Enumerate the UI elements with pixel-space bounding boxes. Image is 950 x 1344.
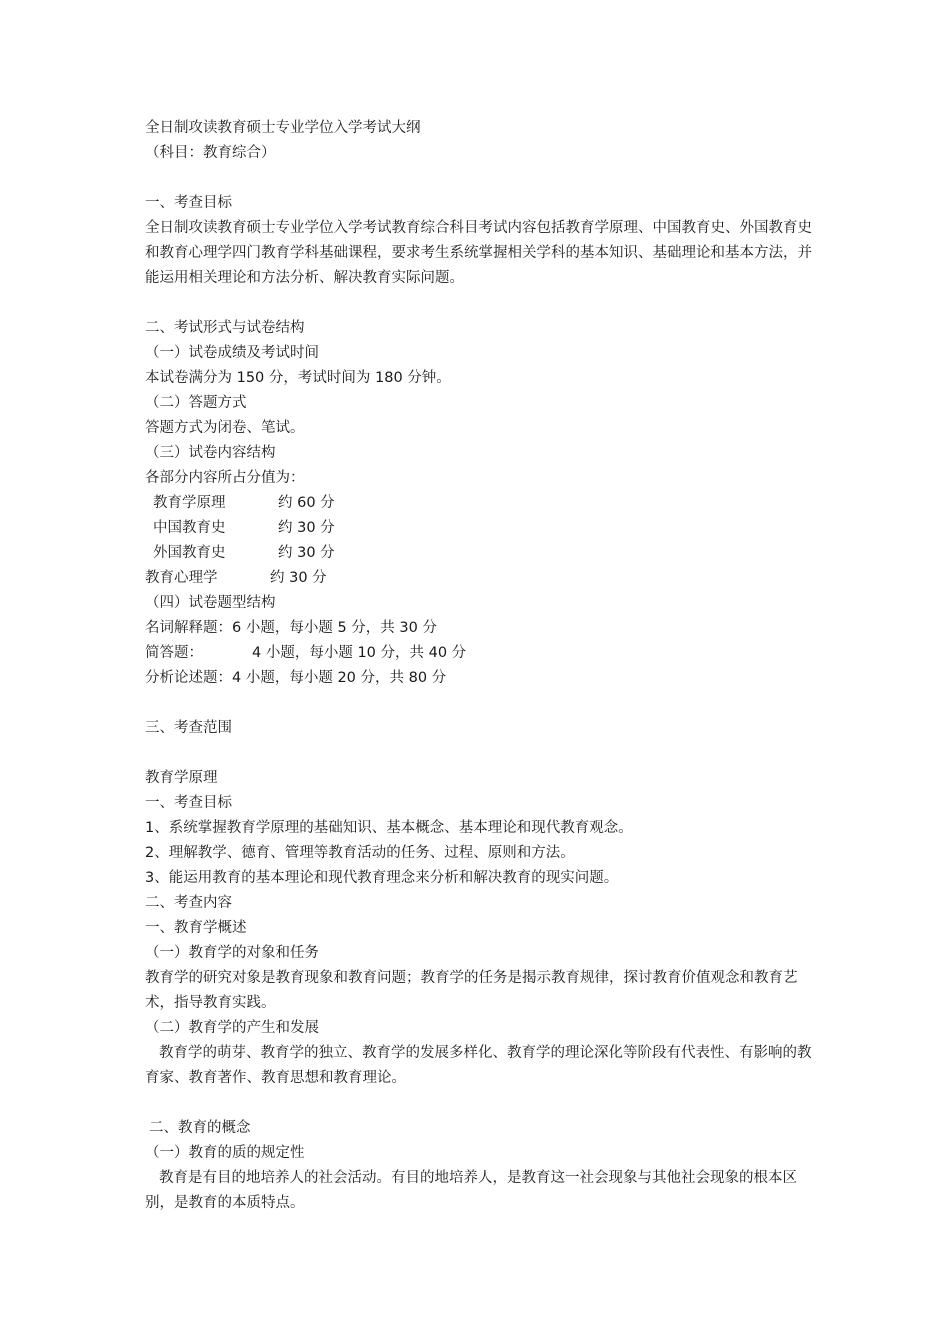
question-type-value: 4 小题，每小题 20 分，共 80 分	[232, 670, 447, 686]
course-goal-heading: 一、考查目标	[145, 795, 232, 811]
chapter-heading: 二、教育的概念	[149, 1120, 251, 1136]
blank-line	[145, 166, 815, 191]
score-subject: 外国教育史	[153, 545, 226, 561]
question-type-value: 4 小题，每小题 10 分，共 40 分	[252, 645, 467, 661]
subheading-question-types: （四）试卷题型结构	[145, 595, 276, 611]
blank-line	[145, 1091, 815, 1116]
score-value: 约 60 分	[278, 495, 335, 511]
course-goal-item: 2、理解教学、德育、管理等教育活动的任务、过程、原则和方法。	[145, 845, 575, 861]
score-value: 约 30 分	[278, 520, 335, 536]
course-goal-item: 1、系统掌握教育学原理的基础知识、基本概念、基本理论和现代教育观念。	[145, 820, 633, 836]
score-time-text: 本试卷满分为 150 分，考试时间为 180 分钟。	[145, 370, 451, 386]
chapter-subheading: （二）教育学的产生和发展	[145, 1020, 319, 1036]
score-row	[145, 541, 815, 566]
content-structure-text: 各部分内容所占分值为：	[145, 470, 305, 486]
subheading-score-time: （一）试卷成绩及考试时间	[145, 345, 319, 361]
section-heading-scope: 三、考查范围	[145, 720, 232, 736]
question-type-row	[145, 641, 815, 666]
section-heading-exam-format: 二、考试形式与试卷结构	[145, 320, 305, 336]
question-type-row	[145, 616, 815, 641]
question-type-name: 分析论述题：	[145, 670, 232, 686]
score-subject: 教育学原理	[153, 495, 226, 511]
score-subject: 中国教育史	[153, 520, 226, 536]
chapter-paragraph: 教育学的萌芽、教育学的独立、教育学的发展多样化、教育学的理论深化等阶段有代表性、有影响的教育家、教育著作、教育思想和教育理论。	[145, 1045, 812, 1086]
course-content-heading: 二、考查内容	[145, 895, 232, 911]
blank-line	[145, 691, 815, 716]
score-row	[145, 491, 815, 516]
score-subject: 教育心理学	[145, 570, 218, 586]
blank-line	[145, 291, 815, 316]
section-heading-goals: 一、考查目标	[145, 195, 232, 211]
chapter-paragraph: 教育是有目的地培养人的社会活动。有目的地培养人，是教育这一社会现象与其他社会现象的根本区别，是教育的本质特点。	[145, 1170, 797, 1211]
course-title: 教育学原理	[145, 770, 218, 786]
question-type-value: 6 小题，每小题 5 分，共 30 分	[232, 620, 437, 636]
course-goal-item: 3、能运用教育的基本理论和现代教育理念来分析和解决教育的现实问题。	[145, 870, 619, 886]
blank-line	[145, 741, 815, 766]
goals-paragraph: 全日制攻读教育硕士专业学位入学考试教育综合科目考试内容包括教育学原理、中国教育史、外国教育史和教育心理学四门教育学科基础课程，要求考生系统掌握相关学科的基本知识、基础理论和基本方法，并能运用相关理论和方法分析、解决教育实际问题。	[145, 220, 812, 286]
score-row	[145, 516, 815, 541]
score-value: 约 30 分	[270, 570, 327, 586]
question-type-row	[145, 666, 815, 691]
answer-method-text: 答题方式为闭卷、笔试。	[145, 420, 305, 436]
chapter-paragraph: 教育学的研究对象是教育现象和教育问题；教育学的任务是揭示教育规律，探讨教育价值观念和教育艺术，指导教育实践。	[145, 970, 798, 1011]
subheading-content-structure: （三）试卷内容结构	[145, 445, 276, 461]
chapter-subheading: （一）教育的质的规定性	[145, 1145, 305, 1161]
document-body	[145, 116, 815, 1216]
subheading-answer-method: （二）答题方式	[145, 395, 247, 411]
question-type-name: 名词解释题：	[145, 620, 232, 636]
chapter-heading: 一、教育学概述	[145, 920, 247, 936]
document-subject: （科目：教育综合）	[145, 145, 276, 161]
score-row	[145, 566, 815, 591]
document-title: 全日制攻读教育硕士专业学位入学考试大纲	[145, 120, 421, 136]
question-type-name: 简答题：	[145, 645, 203, 661]
score-value: 约 30 分	[278, 545, 335, 561]
chapter-subheading: （一）教育学的对象和任务	[145, 945, 319, 961]
